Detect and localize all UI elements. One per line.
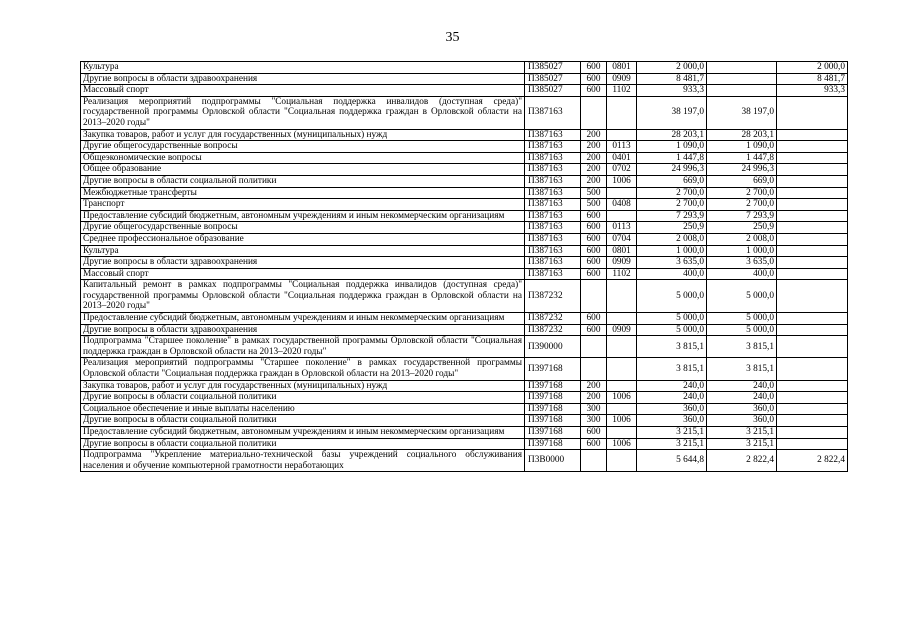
- item-name-cell: Транспорт: [81, 199, 525, 211]
- section-code-cell: 0408: [607, 199, 637, 211]
- target-article-code-cell: П387163: [525, 257, 581, 269]
- table-row: [81, 96, 848, 129]
- total-amount-cell: 933,3: [637, 85, 707, 97]
- amount-column-3-cell: [777, 245, 848, 257]
- target-article-code-cell: П3В0000: [525, 450, 581, 472]
- expense-type-cell: [581, 450, 607, 472]
- total-amount-cell: 360,0: [637, 403, 707, 415]
- amount-column-2-cell: 7 293,9: [707, 210, 777, 222]
- table-row: [81, 141, 848, 153]
- amount-column-3-cell: [777, 233, 848, 245]
- item-name-cell: Реализация мероприятий подпрограммы "Социальная поддержка инвалидов (доступная среда)" государственной программы Орловской области "Социальная поддержка граждан в Орловской области на 2013–2020 годы": [81, 96, 525, 129]
- amount-column-3-cell: [777, 175, 848, 187]
- target-article-code-cell: П387232: [525, 280, 581, 313]
- total-amount-cell: 7 293,9: [637, 210, 707, 222]
- expense-type-cell: 600: [581, 268, 607, 280]
- expense-type-cell: 600: [581, 313, 607, 325]
- target-article-code-cell: П397168: [525, 392, 581, 404]
- section-code-cell: [607, 358, 637, 380]
- section-code-cell: [607, 380, 637, 392]
- total-amount-cell: 669,0: [637, 175, 707, 187]
- page-number: 35: [445, 30, 460, 45]
- expense-type-cell: 300: [581, 403, 607, 415]
- target-article-code-cell: П387163: [525, 96, 581, 129]
- item-name-cell: Другие вопросы в области социальной политики: [81, 438, 525, 450]
- amount-column-3-cell: [777, 358, 848, 380]
- item-name-cell: Другие общегосударственные вопросы: [81, 222, 525, 234]
- amount-column-2-cell: 3 815,1: [707, 358, 777, 380]
- item-name-cell: Другие вопросы в области социальной политики: [81, 392, 525, 404]
- target-article-code-cell: П387163: [525, 152, 581, 164]
- target-article-code-cell: П397168: [525, 403, 581, 415]
- section-code-cell: 1102: [607, 85, 637, 97]
- section-code-cell: 1006: [607, 438, 637, 450]
- table-row: [81, 427, 848, 439]
- item-name-cell: Другие вопросы в области здравоохранения: [81, 257, 525, 269]
- table-row: [81, 187, 848, 199]
- section-code-cell: [607, 450, 637, 472]
- total-amount-cell: 5 000,0: [637, 313, 707, 325]
- section-code-cell: [607, 336, 637, 358]
- target-article-code-cell: П397168: [525, 415, 581, 427]
- table-row: [81, 164, 848, 176]
- total-amount-cell: 24 996,3: [637, 164, 707, 176]
- total-amount-cell: 1 000,0: [637, 245, 707, 257]
- target-article-code-cell: П387163: [525, 164, 581, 176]
- item-name-cell: Закупка товаров, работ и услуг для государственных (муниципальных) нужд: [81, 380, 525, 392]
- amount-column-2-cell: 1 090,0: [707, 141, 777, 153]
- amount-column-2-cell: 28 203,1: [707, 129, 777, 141]
- total-amount-cell: 1 090,0: [637, 141, 707, 153]
- amount-column-3-cell: [777, 222, 848, 234]
- amount-column-3-cell: 2 822,4: [777, 450, 848, 472]
- amount-column-3-cell: [777, 415, 848, 427]
- total-amount-cell: 5 644,8: [637, 450, 707, 472]
- amount-column-2-cell: 400,0: [707, 268, 777, 280]
- section-code-cell: [607, 129, 637, 141]
- table-row: [81, 233, 848, 245]
- amount-column-3-cell: [777, 187, 848, 199]
- item-name-cell: Другие вопросы в области социальной политики: [81, 415, 525, 427]
- target-article-code-cell: П397168: [525, 427, 581, 439]
- section-code-cell: 1102: [607, 268, 637, 280]
- amount-column-3-cell: [777, 210, 848, 222]
- total-amount-cell: 3 635,0: [637, 257, 707, 269]
- item-name-cell: Массовый спорт: [81, 85, 525, 97]
- target-article-code-cell: П397168: [525, 380, 581, 392]
- total-amount-cell: 240,0: [637, 380, 707, 392]
- amount-column-3-cell: [777, 438, 848, 450]
- amount-column-2-cell: 3 815,1: [707, 336, 777, 358]
- table-row: [81, 380, 848, 392]
- item-name-cell: Капитальный ремонт в рамках подпрограммы "Социальная поддержка инвалидов (доступная среда)" государственной программы Орловской области "Социальная поддержка граждан в Орловской области на 2013–2020 годы": [81, 280, 525, 313]
- item-name-cell: Другие вопросы в области здравоохранения: [81, 73, 525, 85]
- amount-column-2-cell: 669,0: [707, 175, 777, 187]
- amount-column-3-cell: [777, 164, 848, 176]
- target-article-code-cell: П387163: [525, 129, 581, 141]
- amount-column-3-cell: [777, 152, 848, 164]
- total-amount-cell: 3 815,1: [637, 358, 707, 380]
- amount-column-3-cell: [777, 313, 848, 325]
- expense-type-cell: 200: [581, 175, 607, 187]
- expense-type-cell: [581, 96, 607, 129]
- section-code-cell: [607, 187, 637, 199]
- expense-type-cell: [581, 280, 607, 313]
- amount-column-3-cell: [777, 141, 848, 153]
- table-row: [81, 73, 848, 85]
- item-name-cell: Культура: [81, 245, 525, 257]
- target-article-code-cell: П385027: [525, 85, 581, 97]
- total-amount-cell: 2 000,0: [637, 62, 707, 74]
- table-row: [81, 210, 848, 222]
- amount-column-3-cell: 2 000,0: [777, 62, 848, 74]
- expense-type-cell: 200: [581, 380, 607, 392]
- table-row: [81, 336, 848, 358]
- item-name-cell: Подпрограмма "Старшее поколение" в рамках государственной программы Орловской области "Социальная поддержка граждан в Орловской области на 2013–2020 годы": [81, 336, 525, 358]
- section-code-cell: 0401: [607, 152, 637, 164]
- amount-column-3-cell: [777, 199, 848, 211]
- section-code-cell: [607, 403, 637, 415]
- expense-type-cell: 200: [581, 141, 607, 153]
- expense-type-cell: 600: [581, 233, 607, 245]
- expense-type-cell: 200: [581, 164, 607, 176]
- table-row: [81, 152, 848, 164]
- amount-column-2-cell: 2 700,0: [707, 187, 777, 199]
- amount-column-2-cell: [707, 62, 777, 74]
- item-name-cell: Межбюджетные трансферты: [81, 187, 525, 199]
- table-row: [81, 199, 848, 211]
- total-amount-cell: 240,0: [637, 392, 707, 404]
- section-code-cell: 0801: [607, 62, 637, 74]
- section-code-cell: [607, 280, 637, 313]
- amount-column-2-cell: 240,0: [707, 392, 777, 404]
- expense-type-cell: 600: [581, 245, 607, 257]
- section-code-cell: [607, 427, 637, 439]
- expense-type-cell: 600: [581, 438, 607, 450]
- table-row: [81, 85, 848, 97]
- target-article-code-cell: П387163: [525, 268, 581, 280]
- expense-type-cell: [581, 358, 607, 380]
- amount-column-3-cell: 8 481,7: [777, 73, 848, 85]
- section-code-cell: 0801: [607, 245, 637, 257]
- amount-column-3-cell: [777, 324, 848, 336]
- table-row: [81, 62, 848, 74]
- table-row: [81, 450, 848, 472]
- total-amount-cell: 28 203,1: [637, 129, 707, 141]
- total-amount-cell: 2 008,0: [637, 233, 707, 245]
- expense-type-cell: 200: [581, 129, 607, 141]
- expense-type-cell: 600: [581, 62, 607, 74]
- amount-column-2-cell: 3 215,1: [707, 427, 777, 439]
- section-code-cell: 0702: [607, 164, 637, 176]
- table-row: [81, 415, 848, 427]
- section-code-cell: 0909: [607, 324, 637, 336]
- amount-column-2-cell: 1 000,0: [707, 245, 777, 257]
- item-name-cell: Культура: [81, 62, 525, 74]
- amount-column-2-cell: [707, 73, 777, 85]
- table-row: [81, 358, 848, 380]
- table-row: [81, 324, 848, 336]
- item-name-cell: Реализация мероприятий подпрограммы "Старшее поколение" в рамках государственной программы Орловской области "Социальная поддержка граждан в Орловской области на 2013–2020 годы": [81, 358, 525, 380]
- total-amount-cell: 360,0: [637, 415, 707, 427]
- expense-type-cell: 600: [581, 85, 607, 97]
- target-article-code-cell: П387163: [525, 233, 581, 245]
- total-amount-cell: 2 700,0: [637, 199, 707, 211]
- section-code-cell: 0113: [607, 141, 637, 153]
- amount-column-2-cell: 360,0: [707, 415, 777, 427]
- section-code-cell: 1006: [607, 175, 637, 187]
- amount-column-2-cell: 5 000,0: [707, 324, 777, 336]
- total-amount-cell: 38 197,0: [637, 96, 707, 129]
- expense-type-cell: 600: [581, 210, 607, 222]
- expense-type-cell: 600: [581, 73, 607, 85]
- table-row: [81, 268, 848, 280]
- table-row: [81, 438, 848, 450]
- table-row: [81, 257, 848, 269]
- amount-column-3-cell: [777, 129, 848, 141]
- expense-type-cell: [581, 336, 607, 358]
- table-row: [81, 175, 848, 187]
- item-name-cell: Другие вопросы в области социальной политики: [81, 175, 525, 187]
- total-amount-cell: 400,0: [637, 268, 707, 280]
- target-article-code-cell: П387163: [525, 141, 581, 153]
- table-body: [81, 62, 848, 472]
- item-name-cell: Другие общегосударственные вопросы: [81, 141, 525, 153]
- amount-column-2-cell: 3 215,1: [707, 438, 777, 450]
- table-row: [81, 129, 848, 141]
- item-name-cell: Массовый спорт: [81, 268, 525, 280]
- amount-column-2-cell: 1 447,8: [707, 152, 777, 164]
- target-article-code-cell: П387163: [525, 175, 581, 187]
- section-code-cell: [607, 210, 637, 222]
- total-amount-cell: 5 000,0: [637, 324, 707, 336]
- expense-type-cell: 500: [581, 199, 607, 211]
- amount-column-3-cell: [777, 336, 848, 358]
- target-article-code-cell: П387163: [525, 199, 581, 211]
- amount-column-3-cell: [777, 96, 848, 129]
- target-article-code-cell: П387232: [525, 324, 581, 336]
- item-name-cell: Другие вопросы в области здравоохранения: [81, 324, 525, 336]
- section-code-cell: 0909: [607, 257, 637, 269]
- expense-type-cell: 200: [581, 152, 607, 164]
- amount-column-2-cell: [707, 85, 777, 97]
- target-article-code-cell: П385027: [525, 73, 581, 85]
- total-amount-cell: 250,9: [637, 222, 707, 234]
- expense-type-cell: 600: [581, 324, 607, 336]
- total-amount-cell: 3 815,1: [637, 336, 707, 358]
- section-code-cell: 0704: [607, 233, 637, 245]
- section-code-cell: 1006: [607, 415, 637, 427]
- item-name-cell: Закупка товаров, работ и услуг для государственных (муниципальных) нужд: [81, 129, 525, 141]
- total-amount-cell: 5 000,0: [637, 280, 707, 313]
- expense-type-cell: 200: [581, 392, 607, 404]
- section-code-cell: 0909: [607, 73, 637, 85]
- table-row: [81, 313, 848, 325]
- amount-column-2-cell: 5 000,0: [707, 313, 777, 325]
- target-article-code-cell: П387232: [525, 313, 581, 325]
- total-amount-cell: 2 700,0: [637, 187, 707, 199]
- item-name-cell: Среднее профессиональное образование: [81, 233, 525, 245]
- amount-column-3-cell: [777, 392, 848, 404]
- item-name-cell: Подпрограмма "Укрепление материально-технической базы учреждений социального обслуживания населения и обучение компьютерной грамотности неработающих: [81, 450, 525, 472]
- target-article-code-cell: П387163: [525, 245, 581, 257]
- expense-type-cell: 600: [581, 427, 607, 439]
- item-name-cell: Общеэкономические вопросы: [81, 152, 525, 164]
- target-article-code-cell: П387163: [525, 210, 581, 222]
- table-row: [81, 245, 848, 257]
- total-amount-cell: 8 481,7: [637, 73, 707, 85]
- amount-column-2-cell: 2 700,0: [707, 199, 777, 211]
- amount-column-2-cell: 2 008,0: [707, 233, 777, 245]
- item-name-cell: Предоставление субсидий бюджетным, автономным учреждениям и иным некоммерческим организациям: [81, 427, 525, 439]
- section-code-cell: 0113: [607, 222, 637, 234]
- table-row: [81, 392, 848, 404]
- amount-column-3-cell: [777, 257, 848, 269]
- amount-column-2-cell: 24 996,3: [707, 164, 777, 176]
- amount-column-2-cell: 250,9: [707, 222, 777, 234]
- amount-column-3-cell: [777, 427, 848, 439]
- expense-type-cell: 600: [581, 222, 607, 234]
- section-code-cell: [607, 313, 637, 325]
- target-article-code-cell: П387163: [525, 222, 581, 234]
- item-name-cell: Социальное обеспечение и иные выплаты населению: [81, 403, 525, 415]
- item-name-cell: Предоставление субсидий бюджетным, автономным учреждениям и иным некоммерческим организациям: [81, 313, 525, 325]
- target-article-code-cell: П385027: [525, 62, 581, 74]
- amount-column-3-cell: [777, 268, 848, 280]
- section-code-cell: 1006: [607, 392, 637, 404]
- expense-type-cell: 300: [581, 415, 607, 427]
- target-article-code-cell: П390000: [525, 336, 581, 358]
- expense-type-cell: 600: [581, 257, 607, 269]
- amount-column-2-cell: 360,0: [707, 403, 777, 415]
- table-row: [81, 280, 848, 313]
- item-name-cell: Общее образование: [81, 164, 525, 176]
- target-article-code-cell: П397168: [525, 438, 581, 450]
- target-article-code-cell: П397168: [525, 358, 581, 380]
- amount-column-2-cell: 38 197,0: [707, 96, 777, 129]
- expense-type-cell: 500: [581, 187, 607, 199]
- amount-column-3-cell: 933,3: [777, 85, 848, 97]
- budget-table: [80, 61, 848, 472]
- section-code-cell: [607, 96, 637, 129]
- item-name-cell: Предоставление субсидий бюджетным, автономным учреждениям и иным некоммерческим организациям: [81, 210, 525, 222]
- amount-column-2-cell: 5 000,0: [707, 280, 777, 313]
- amount-column-2-cell: 2 822,4: [707, 450, 777, 472]
- amount-column-2-cell: 240,0: [707, 380, 777, 392]
- table-row: [81, 403, 848, 415]
- total-amount-cell: 3 215,1: [637, 438, 707, 450]
- amount-column-3-cell: [777, 380, 848, 392]
- target-article-code-cell: П387163: [525, 187, 581, 199]
- amount-column-3-cell: [777, 403, 848, 415]
- total-amount-cell: 3 215,1: [637, 427, 707, 439]
- amount-column-2-cell: 3 635,0: [707, 257, 777, 269]
- table-row: [81, 222, 848, 234]
- total-amount-cell: 1 447,8: [637, 152, 707, 164]
- amount-column-3-cell: [777, 280, 848, 313]
